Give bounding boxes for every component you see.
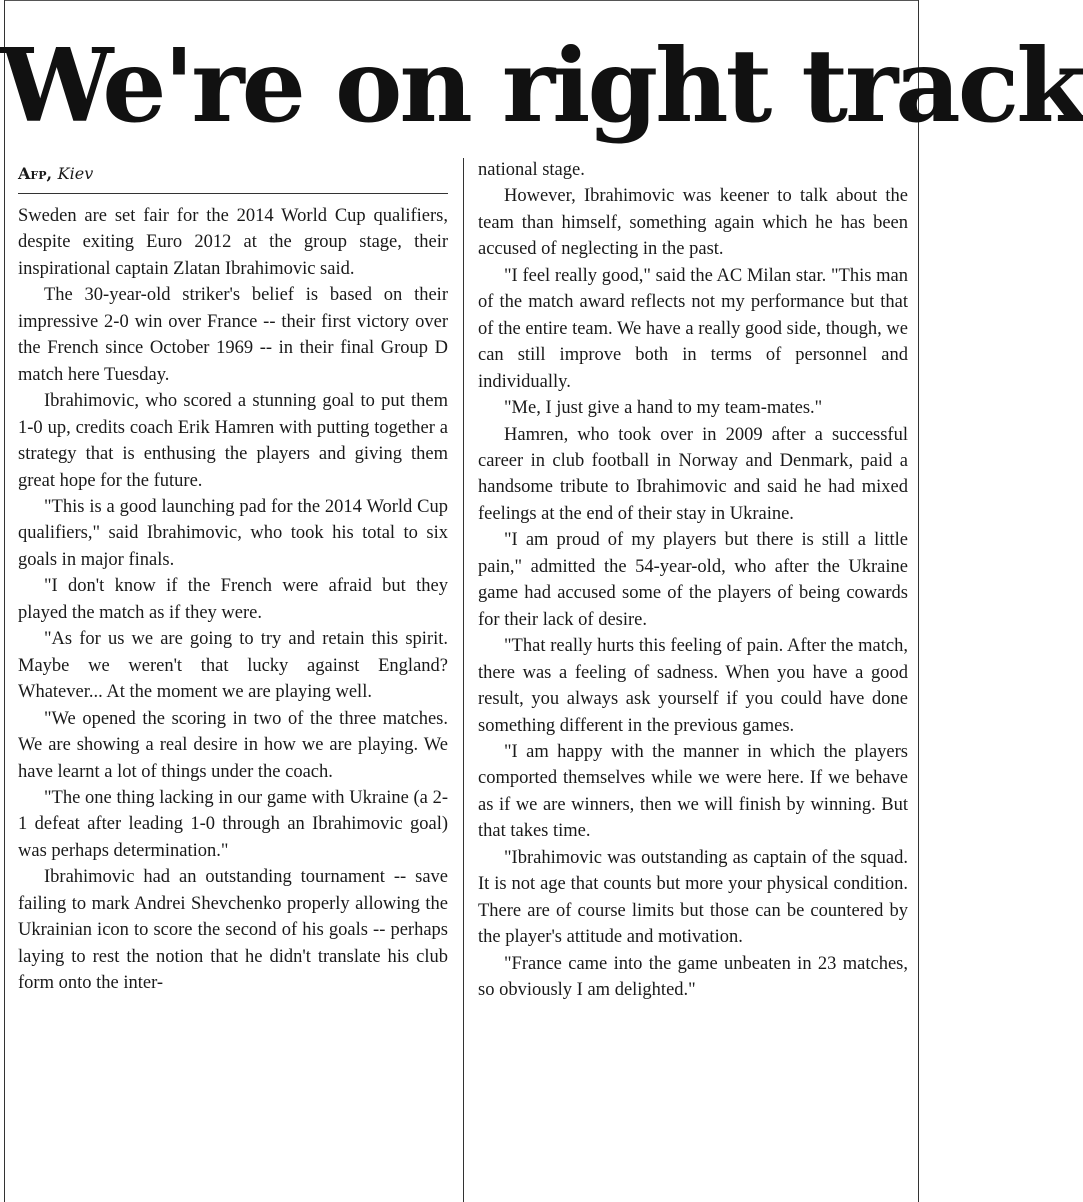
paragraph: "That really hurts this feeling of pain. After the match, there was a feeling of sadness. When you have a good result, you always ask yourself if you could have done something different in the previous games. [478, 636, 908, 736]
column-divider [463, 158, 464, 1202]
byline-divider [18, 193, 448, 194]
paragraph: Ibrahimovic had an outstanding tournament -- save failing to mark Andrei Shevchenko properly allowing the Ukrainian icon to score the second of his goals -- perhaps laying to rest the notion that he didn't translate his club form onto the inter- [18, 867, 448, 994]
paragraph: "We opened the scoring in two of the three matches. We are showing a real desire in how we are playing. We have learnt a lot of things under the coach. [18, 708, 448, 782]
paragraph: "I am proud of my players but there is still a little pain," admitted the 54-year-old, who after the Ukraine game had accused some of the players of being cowards for their lack of desire. [478, 530, 908, 630]
paragraph: "Me, I just give a hand to my team-mates." [504, 398, 823, 419]
paragraph: However, Ibrahimovic was keener to talk about the team than himself, something again which he has been accused of neglecting in the past. [478, 186, 908, 260]
left-border [4, 0, 5, 1202]
headline: We're on right track [0, 26, 1083, 145]
right-column [478, 157, 908, 1004]
right-border [918, 0, 919, 1202]
paragraph: Sweden are set fair for the 2014 World Cup qualifiers, despite exiting Euro 2012 at the group stage, their inspirational captain Zlatan Ibrahimovic said. [18, 206, 448, 279]
paragraph: "As for us we are going to try and retain this spirit. Maybe we weren't that lucky against England? Whatever... At the moment we are playing well. [18, 629, 448, 703]
paragraph: The 30-year-old striker's belief is based on their impressive 2-0 win over France -- their first victory over the French since October 1969 -- in their final Group D match here Tuesday. [18, 285, 448, 385]
byline [18, 164, 448, 184]
byline-place: Kiev [57, 164, 94, 183]
top-border [4, 0, 919, 1]
paragraph: "France came into the game unbeaten in 23 matches, so obviously I am delighted." [478, 953, 908, 1001]
paragraph: Ibrahimovic, who scored a stunning goal to put them 1-0 up, credits coach Erik Hamren with putting together a strategy that is enthusing the players and giving them great hope for the future. [18, 391, 448, 491]
paragraph: "I don't know if the French were afraid but they played the match as if they were. [18, 576, 448, 623]
paragraph: "This is a good launching pad for the 2014 World Cup qualifiers," said Ibrahimovic, who took his total to six goals in major finals. [18, 496, 448, 570]
paragraph: national stage. [478, 160, 585, 180]
left-column [18, 203, 448, 997]
paragraph: "I am happy with the manner in which the players comported themselves while we were here. If we behave as if we are winners, then we will finish by winning. But that takes time. [478, 741, 908, 842]
paragraph: "The one thing lacking in our game with Ukraine (a 2-1 defeat after leading 1-0 through an Ibrahimovic goal) was perhaps determination." [18, 787, 448, 861]
paragraph: "Ibrahimovic was outstanding as captain of the squad. It is not age that counts but more your physical condition. There are of course limits but those can be countered by the player's attitude and motivation. [478, 847, 908, 948]
paragraph: "I feel really good," said the AC Milan star. "This man of the match award reflects not my performance but that of the entire team. We have a really good side, though, we can still improve both in terms of personnel and individually. [478, 265, 908, 392]
byline-agency: Afp, [18, 164, 53, 183]
paragraph: Hamren, who took over in 2009 after a successful career in club football in Norway and Denmark, paid a handsome tribute to Ibrahimovic and said he had mixed feelings at the end of their stay in Ukraine. [478, 424, 908, 524]
